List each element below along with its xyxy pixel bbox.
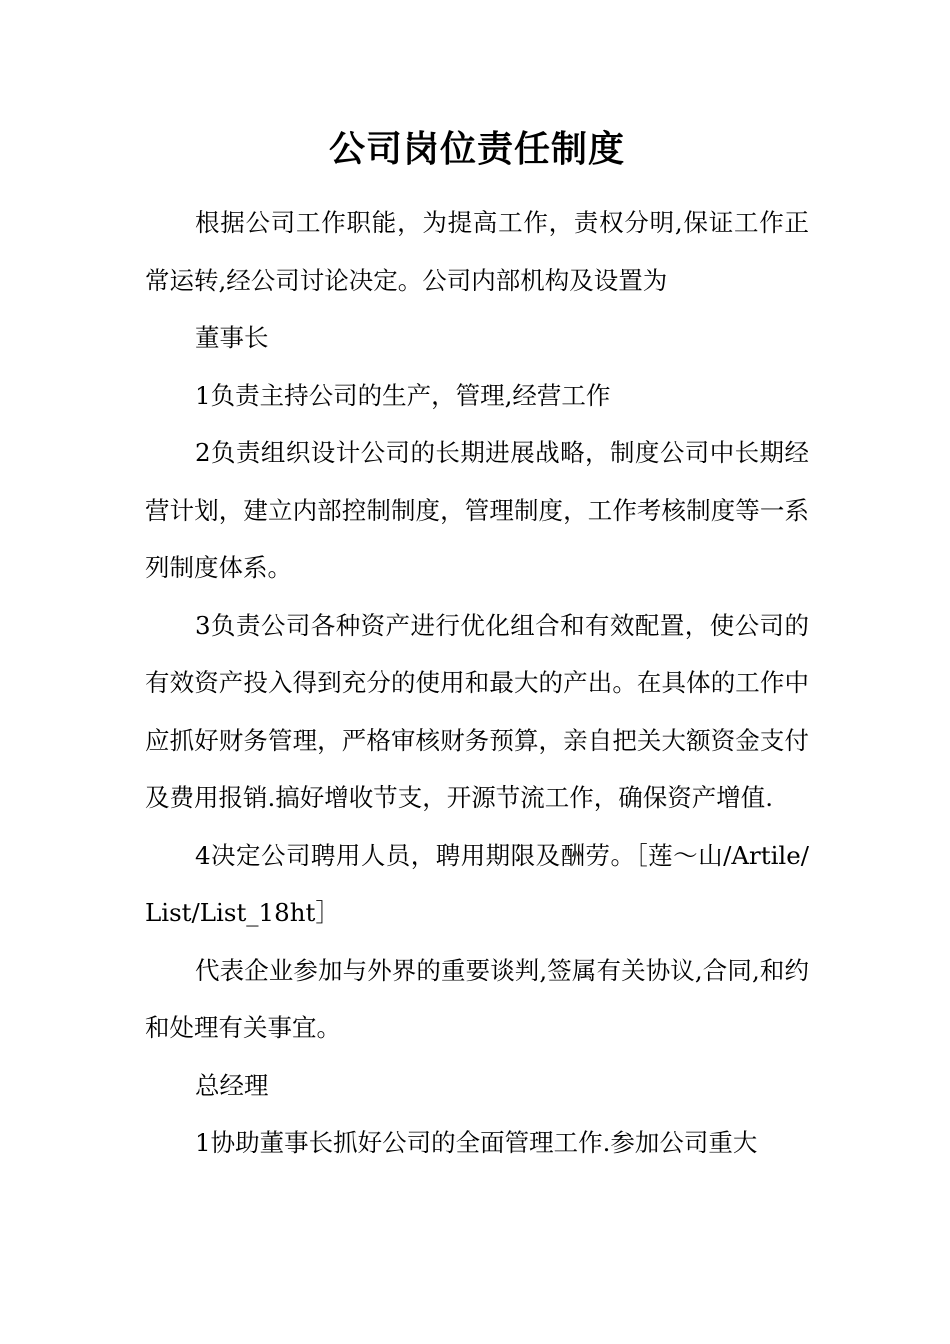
section-heading-chairman: 董事长	[195, 323, 269, 352]
intro-paragraph: 根据公司工作职能，为提高工作，责权分明,保证工作正常运转,经公司讨论决定。公司内部机构及设置为	[145, 208, 809, 295]
general-manager-duty-1: 1协助董事长抓好公司的全面管理工作.参加公司重大	[195, 1128, 758, 1157]
chairman-duty-3: 3负责公司各种资产进行优化组合和有效配置，使公司的有效资产投入得到充分的使用和最大的产出。在具体的工作中应抓好财务管理，严格审核财务预算，亲自把关大额资金支付及费用报销.搞好增收节支，开源节流工作，确保资产增值.	[145, 610, 809, 812]
chairman-duty-1: 1负责主持公司的生产，管理,经营工作	[195, 380, 611, 410]
chairman-duty-2: 2负责组织设计公司的长期进展战略，制度公司中长期经营计划，建立内部控制制度，管理制度，工作考核制度等一系列制度体系。	[145, 438, 809, 582]
document-page	[145, 118, 809, 1172]
section-heading-general-manager: 总经理	[195, 1070, 269, 1100]
document-title: 公司岗位责任制度	[328, 128, 625, 170]
chairman-duty-4: 4决定公司聘用人员，聘用期限及酬劳。［莲～山/Artile/List/List_18ht］	[145, 840, 809, 927]
chairman-duty-5: 代表企业参加与外界的重要谈判,签属有关协议,合同,和约和处理有关事宜。	[145, 955, 809, 1042]
